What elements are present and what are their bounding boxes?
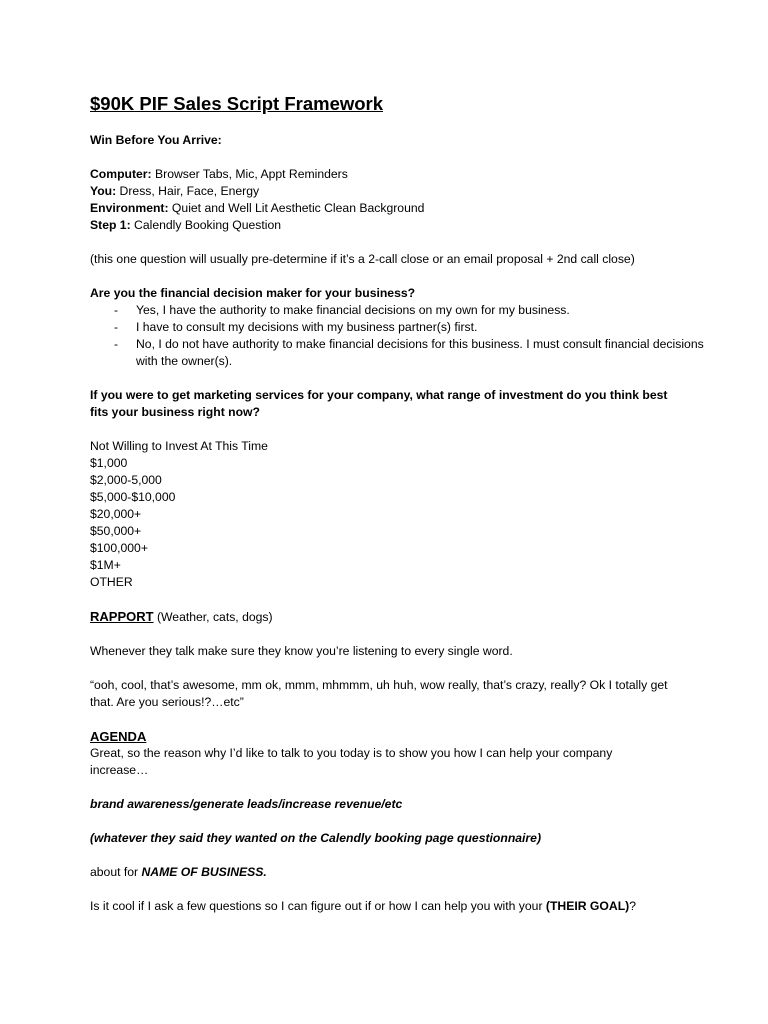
agenda-intro: Great, so the reason why I’d like to talk to you today is to show you how I can help your company increase… xyxy=(90,746,613,777)
prep-value: Calendly Booking Question xyxy=(130,218,282,232)
agenda-ask xyxy=(90,898,708,915)
ask-suffix: ? xyxy=(629,899,636,913)
win-heading: Win Before You Arrive: xyxy=(90,133,222,147)
list-item: $50,000+ xyxy=(90,524,142,538)
q2-question: If you were to get marketing services for your company, what range of investment do you think best fits your business right now? xyxy=(90,388,668,419)
dash-bullet: - xyxy=(114,320,119,334)
prep-computer xyxy=(90,166,708,183)
option-text: Yes, I have the authority to make financial decisions on my own for my business. xyxy=(136,303,570,317)
business-name: NAME OF BUSINESS. xyxy=(141,865,267,879)
rapport-line xyxy=(90,608,708,626)
list-item xyxy=(90,302,708,319)
option-text: No, I do not have authority to make financial decisions for this business. I must consult financial decisions with the owner(s). xyxy=(136,337,704,368)
prep-environment xyxy=(90,200,708,217)
q1-options xyxy=(90,302,708,370)
agenda-goals-note: (whatever they said they wanted on the Calendly booking page questionnaire) xyxy=(90,831,542,845)
step-note: (this one question will usually pre-determine if it’s a 2-call close or an email proposal + 2nd call close) xyxy=(90,252,635,266)
prep-label: Environment: xyxy=(90,201,169,215)
list-item: Not Willing to Invest At This Time xyxy=(90,439,268,453)
prep-value: Dress, Hair, Face, Energy xyxy=(116,184,260,198)
list-item: $100,000+ xyxy=(90,541,148,555)
ask-prefix: Is it cool if I ask a few questions so I can figure out if or how I can help you with your xyxy=(90,899,546,913)
rapport-quote: “ooh, cool, that’s awesome, mm ok, mmm, mhmmm, uh huh, wow really, that’s crazy, really? Ok I totally get that. Are you serious!?…etc” xyxy=(90,678,668,709)
list-item: OTHER xyxy=(90,575,133,589)
about-prefix: about for xyxy=(90,865,142,879)
list-item xyxy=(90,319,708,336)
agenda-heading: AGENDA xyxy=(90,729,147,744)
prep-you xyxy=(90,183,708,200)
list-item: $20,000+ xyxy=(90,507,142,521)
rapport-heading: RAPPORT xyxy=(90,609,154,624)
dash-bullet: - xyxy=(114,337,119,351)
list-item xyxy=(90,336,708,370)
q1-question: Are you the financial decision maker for your business? xyxy=(90,286,416,300)
dash-bullet: - xyxy=(114,303,119,317)
prep-step-1 xyxy=(90,217,708,234)
prep-value: Quiet and Well Lit Aesthetic Clean Background xyxy=(168,201,425,215)
option-text: I have to consult my decisions with my business partner(s) first. xyxy=(136,320,478,334)
list-item: $2,000-5,000 xyxy=(90,473,162,487)
prep-label: You: xyxy=(90,184,117,198)
document-title: $90K PIF Sales Script Framework xyxy=(90,93,384,114)
agenda-about xyxy=(90,864,708,881)
prep-label: Step 1: xyxy=(90,218,131,232)
list-item: $1M+ xyxy=(90,558,121,572)
their-goal: (THEIR GOAL) xyxy=(545,899,630,913)
list-item: $5,000-$10,000 xyxy=(90,490,176,504)
agenda-goals: brand awareness/generate leads/increase revenue/etc xyxy=(90,797,403,811)
rapport-listen: Whenever they talk make sure they know you’re listening to every single word. xyxy=(90,644,513,658)
prep-value: Browser Tabs, Mic, Appt Reminders xyxy=(151,167,348,181)
list-item: $1,000 xyxy=(90,456,128,470)
prep-label: Computer: xyxy=(90,167,152,181)
rapport-note: (Weather, cats, dogs) xyxy=(153,610,273,624)
